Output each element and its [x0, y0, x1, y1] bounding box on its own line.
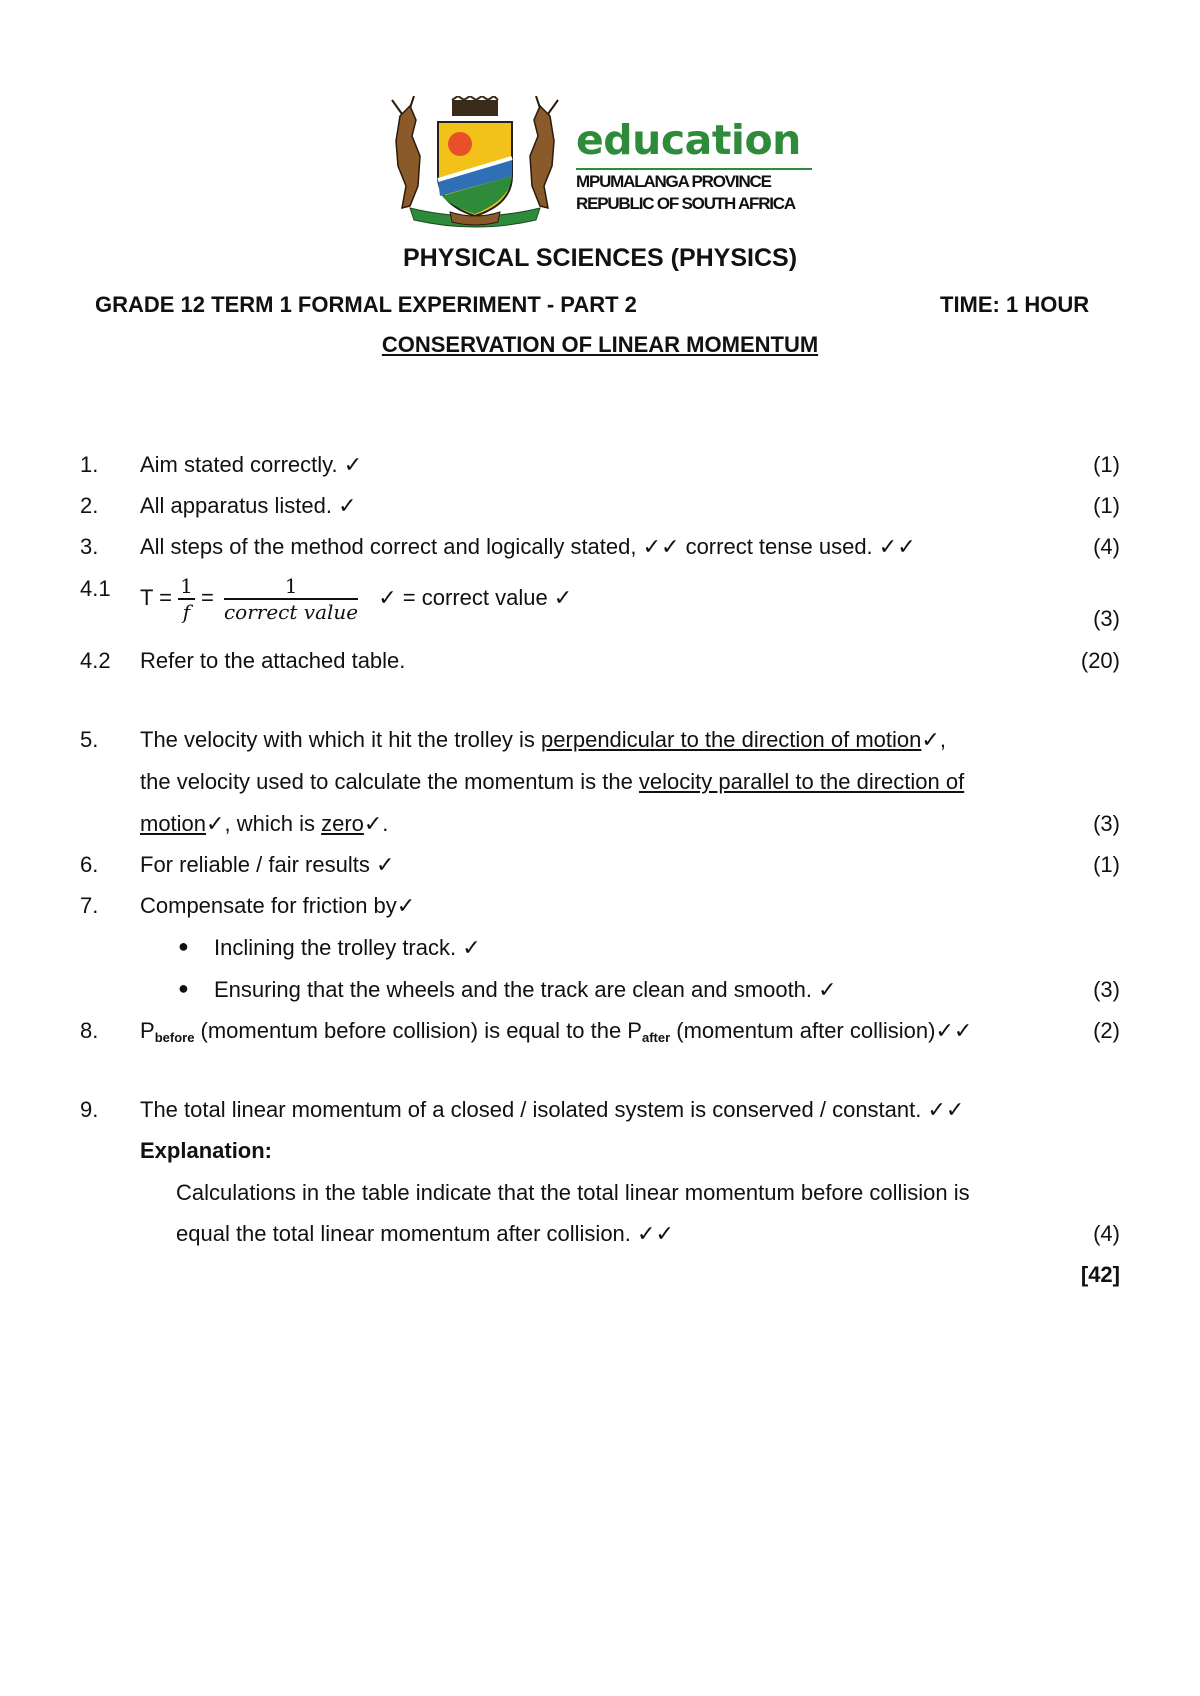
item-5-underlined-motion: motion [140, 811, 207, 836]
grade-heading: GRADE 12 TERM 1 FORMAL EXPERIMENT - PART 2 [95, 292, 637, 317]
item-5-number: 5. [80, 727, 99, 752]
explanation-label: Explanation: [140, 1138, 273, 1163]
logo-country: REPUBLIC OF SOUTH AFRICA [576, 194, 795, 213]
time-heading: TIME: 1 HOUR [940, 292, 1090, 317]
item-9-text: The total linear momentum of a closed / isolated system is conserved / constant. ✓✓ [140, 1097, 965, 1122]
item-5-underlined-perpendicular: perpendicular to the direction of motion [541, 727, 922, 752]
item-5-line-3-end: ✓. [363, 811, 389, 836]
item-4-1-mark: (3) [1093, 606, 1120, 631]
item-2-text: All apparatus listed. ✓ [140, 493, 357, 518]
item-7-number: 7. [80, 893, 99, 918]
item-1-text: Aim stated correctly. ✓ [140, 452, 363, 477]
item-7-mark: (3) [1093, 977, 1120, 1002]
fraction-one-over-f [178, 574, 195, 624]
logo-word: education [576, 116, 801, 164]
item-8-middle: (momentum before collision) is equal to the P [194, 1018, 642, 1043]
explanation-line-1: Calculations in the table indicate that the total linear momentum before collision is [176, 1180, 970, 1205]
item-5-line-1-start: The velocity with which it hit the trolley is [140, 727, 542, 752]
item-5-mark: (3) [1093, 811, 1120, 836]
item-9-number: 9. [80, 1097, 99, 1122]
item-3-text: All steps of the method correct and logically stated, ✓✓ correct tense used. ✓✓ [140, 534, 916, 559]
item-4-1-formula [140, 574, 572, 624]
formula-tail: ✓ = correct value ✓ [378, 584, 573, 610]
item-5-line-2-start: the velocity used to calculate the momentum is the [140, 769, 639, 794]
item-8-subscript-after: after [641, 1030, 671, 1045]
item-6-mark: (1) [1093, 852, 1120, 877]
item-7-bullet-1: Inclining the trolley track. ✓ [214, 935, 481, 960]
fraction2-denominator: correct value [223, 600, 359, 624]
item-7-bullet-2: Ensuring that the wheels and the track are clean and smooth. ✓ [214, 977, 837, 1002]
item-4-1-number: 4.1 [80, 576, 111, 601]
education-logo [380, 96, 820, 236]
item-8-subscript-before: before [154, 1030, 195, 1045]
item-5-line-3-middle: ✓, which is [206, 811, 322, 836]
item-3-number: 3. [80, 534, 99, 559]
item-9-mark: (4) [1093, 1221, 1120, 1246]
item-5-line-1-end: ✓, [921, 727, 946, 752]
formula-equals: = [201, 584, 214, 610]
item-5-underlined-zero: zero [321, 811, 364, 836]
item-8-number: 8. [80, 1018, 99, 1043]
item-8-p-before: P [140, 1018, 155, 1043]
item-8-text [140, 1018, 972, 1045]
item-6-number: 6. [80, 852, 99, 877]
item-2-mark: (1) [1093, 493, 1120, 518]
logo-divider [576, 168, 812, 170]
item-3-mark: (4) [1093, 534, 1120, 559]
item-5-line-2 [140, 769, 964, 795]
item-1-mark: (1) [1093, 452, 1120, 477]
coat-of-arms-icon [380, 96, 570, 236]
fraction2-numerator: 1 [224, 574, 358, 600]
item-5-line-1 [140, 727, 946, 753]
bullet-icon: ● [178, 978, 189, 998]
item-4-2-mark: (20) [1080, 648, 1120, 673]
item-1-number: 1. [80, 452, 99, 477]
fraction-denominator: f [182, 600, 191, 624]
subject-title: PHYSICAL SCIENCES (PHYSICS) [402, 244, 798, 272]
fraction-correct-value [224, 574, 358, 624]
item-8-end: (momentum after collision)✓✓ [670, 1018, 973, 1043]
logo-province: MPUMALANGA PROVINCE [576, 172, 771, 191]
item-8-mark: (2) [1093, 1018, 1120, 1043]
item-5-line-3 [140, 811, 388, 837]
item-7-text: Compensate for friction by✓ [140, 893, 416, 918]
item-2-number: 2. [80, 493, 99, 518]
bullet-icon: ● [178, 936, 189, 956]
item-4-2-number: 4.2 [80, 648, 111, 673]
total-marks: [42] [1080, 1262, 1120, 1287]
item-6-text: For reliable / fair results ✓ [140, 852, 395, 877]
formula-t-equals: T = [140, 584, 173, 610]
item-5-underlined-parallel: velocity parallel to the direction of [638, 769, 965, 794]
explanation-line-2: equal the total linear momentum after collision. ✓✓ [176, 1221, 674, 1246]
topic-heading: CONSERVATION OF LINEAR MOMENTUM [381, 332, 819, 357]
fraction-numerator: 1 [180, 574, 193, 598]
item-4-2-text: Refer to the attached table. [140, 648, 406, 673]
